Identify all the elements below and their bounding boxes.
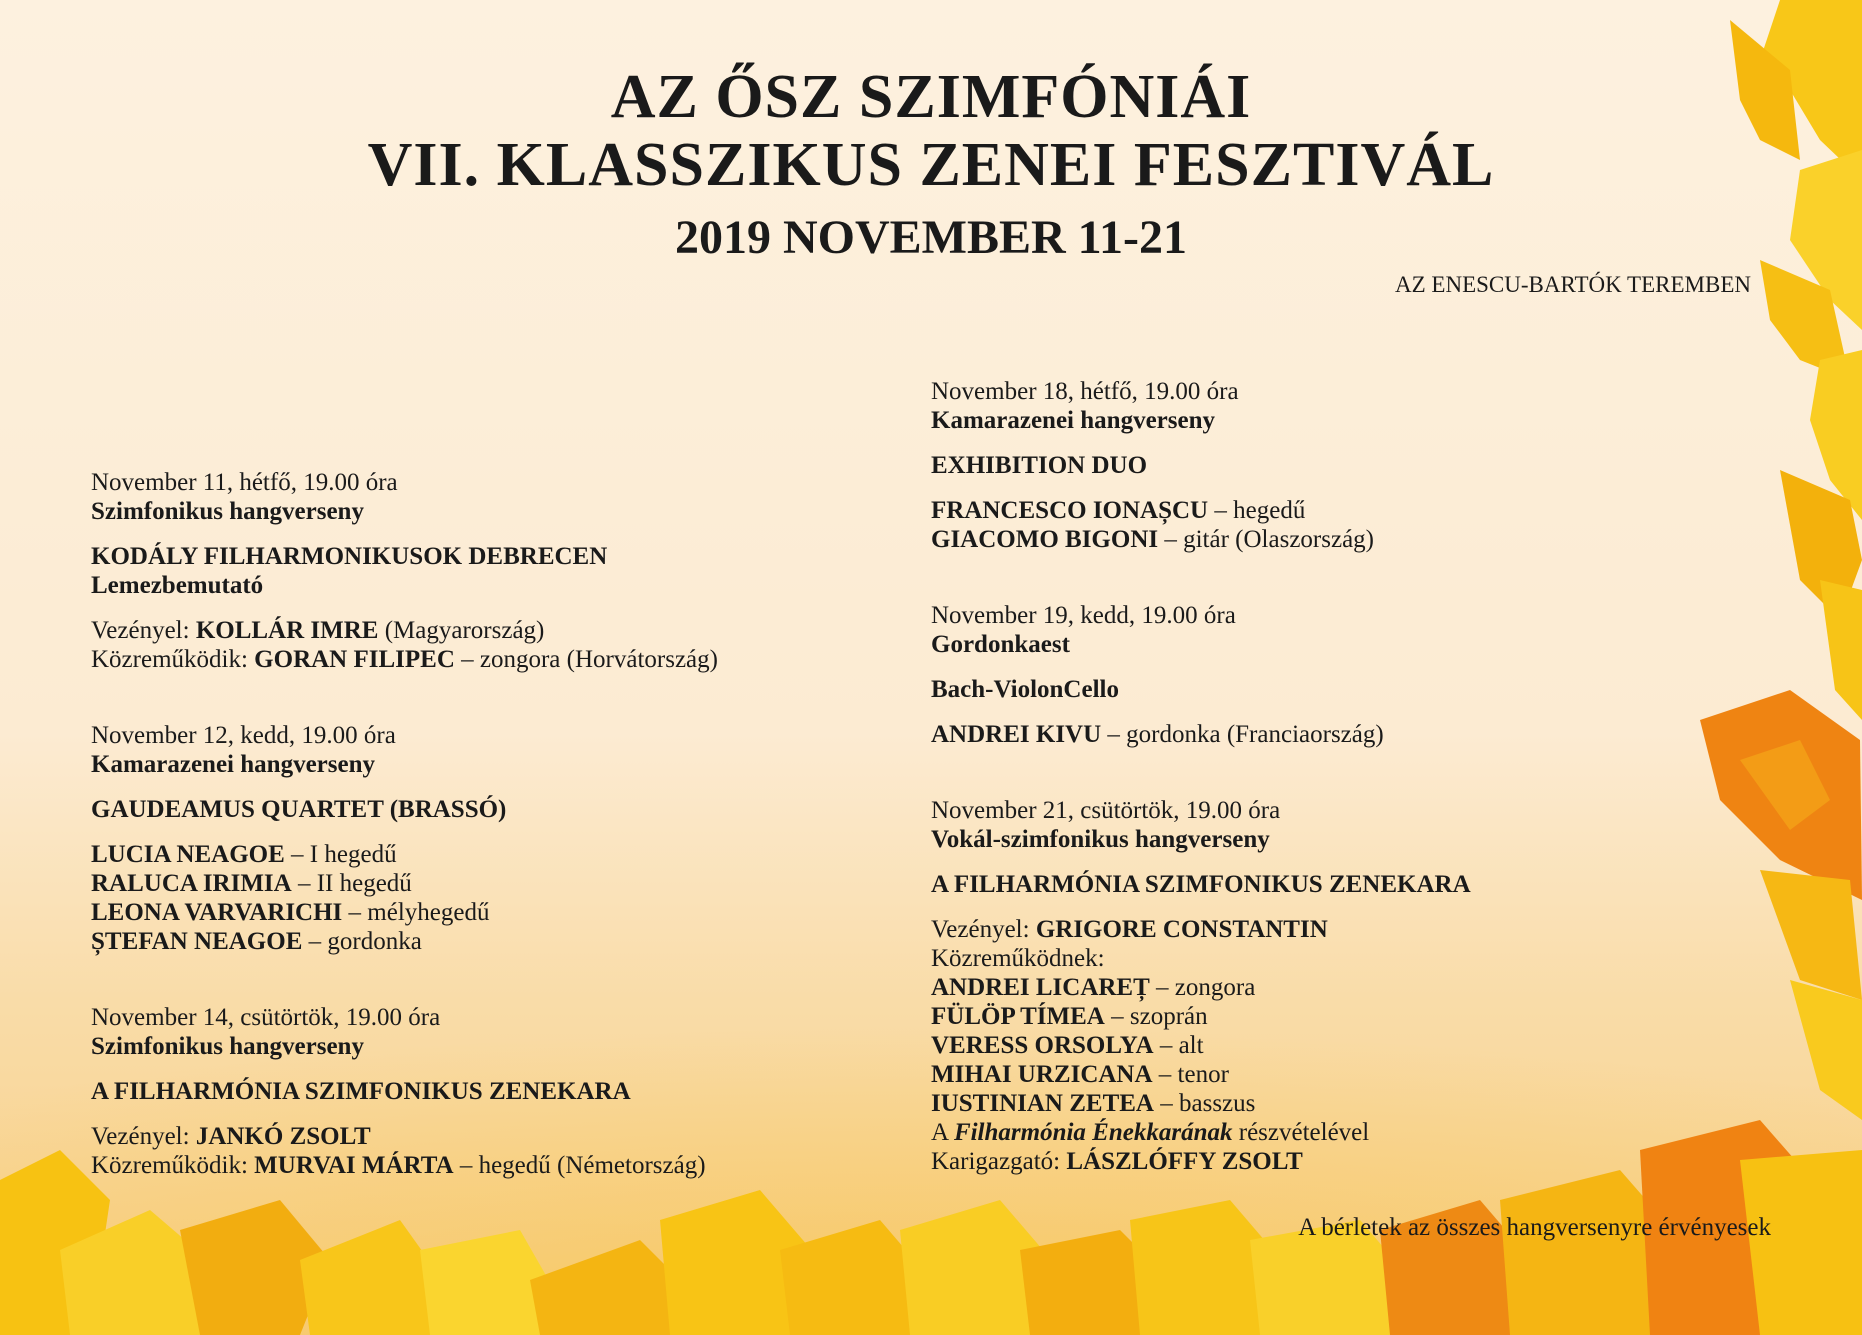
event-subtitle: Lemezbemutató	[91, 572, 264, 599]
event-type: Szimfonikus hangverseny	[91, 498, 364, 525]
performer-line: ANDREI KIVU – gordonka (Franciaország)	[931, 721, 1384, 748]
conductor-line: Vezényel: GRIGORE CONSTANTIN	[931, 916, 1328, 943]
performer-line: FRANCESCO IONAȘCU – hegedű	[931, 497, 1306, 524]
event-ensemble: Bach-ViolonCello	[931, 676, 1119, 703]
title-line2: VII. KLASSZIKUS ZENEI FESZTIVÁL	[367, 131, 1495, 199]
left-column	[91, 468, 871, 1180]
event-date: November 21, csütörtök, 19.00 óra	[931, 797, 1281, 824]
performer-line: FÜLÖP TÍMEA – szoprán	[931, 1003, 1208, 1030]
event-nov-14	[91, 1003, 871, 1180]
event-nov-19	[931, 601, 1631, 749]
event-type: Gordonkaest	[931, 631, 1070, 658]
event-date: November 12, kedd, 19.00 óra	[91, 722, 396, 749]
event-date: November 11, hétfő, 19.00 óra	[91, 469, 398, 496]
choir-line: A Filharmónia Énekkarának részvételével	[931, 1119, 1370, 1146]
performer-line: MIHAI URZICANA – tenor	[931, 1061, 1229, 1088]
event-nov-21	[931, 796, 1631, 1176]
choir-director-line: Karigazgató: LÁSZLÓFFY ZSOLT	[931, 1148, 1303, 1175]
event-type: Szimfonikus hangverseny	[91, 1033, 364, 1060]
conductor-line: Vezényel: KOLLÁR IMRE (Magyarország)	[91, 617, 545, 644]
event-ensemble: EXHIBITION DUO	[931, 452, 1148, 479]
event-nov-18	[931, 377, 1631, 554]
right-column	[931, 377, 1631, 1176]
performer-line: RALUCA IRIMIA – II hegedű	[91, 870, 412, 897]
event-ensemble: KODÁLY FILHARMONIKUSOK DEBRECEN	[91, 543, 608, 570]
event-ensemble: A FILHARMÓNIA SZIMFONIKUS ZENEKARA	[931, 871, 1471, 898]
title-line1: AZ ŐSZ SZIMFÓNIÁI	[610, 63, 1252, 131]
event-date: November 14, csütörtök, 19.00 óra	[91, 1004, 441, 1031]
performer-line: ȘTEFAN NEAGOE – gordonka	[91, 928, 422, 955]
event-type: Vokál-szimfonikus hangverseny	[931, 826, 1270, 853]
performer-line: IUSTINIAN ZETEA – basszus	[931, 1090, 1256, 1117]
performer-line: ANDREI LICAREȚ – zongora	[931, 974, 1256, 1001]
performer-line: LUCIA NEAGOE – I hegedű	[91, 841, 397, 868]
performer-line: GIACOMO BIGONI – gitár (Olaszország)	[931, 526, 1374, 553]
event-nov-12	[91, 721, 871, 956]
performer-line: Közreműködik: MURVAI MÁRTA – hegedű (Németország)	[91, 1152, 706, 1179]
performer-line: VERESS ORSOLYA – alt	[931, 1032, 1204, 1059]
season-ticket-note: A bérletek az összes hangversenyre érvényesek	[1298, 1214, 1771, 1241]
event-ensemble: A FILHARMÓNIA SZIMFONIKUS ZENEKARA	[91, 1078, 631, 1105]
event-date: November 19, kedd, 19.00 óra	[931, 602, 1236, 629]
performers-label: Közreműködnek:	[931, 945, 1105, 972]
performer-line: Közreműködik: GORAN FILIPEC – zongora (Horvátország)	[91, 646, 718, 673]
venue: AZ ENESCU-BARTÓK TEREMBEN	[1395, 272, 1751, 297]
event-type: Kamarazenei hangverseny	[91, 751, 375, 778]
event-type: Kamarazenei hangverseny	[931, 407, 1215, 434]
festival-dates: 2019 NOVEMBER 11-21	[674, 211, 1187, 264]
event-ensemble: GAUDEAMUS QUARTET (BRASSÓ)	[91, 796, 507, 823]
performer-line: LEONA VARVARICHI – mélyhegedű	[91, 899, 490, 926]
event-date: November 18, hétfő, 19.00 óra	[931, 378, 1239, 405]
event-nov-11	[91, 468, 871, 674]
conductor-line: Vezényel: JANKÓ ZSOLT	[91, 1123, 371, 1150]
